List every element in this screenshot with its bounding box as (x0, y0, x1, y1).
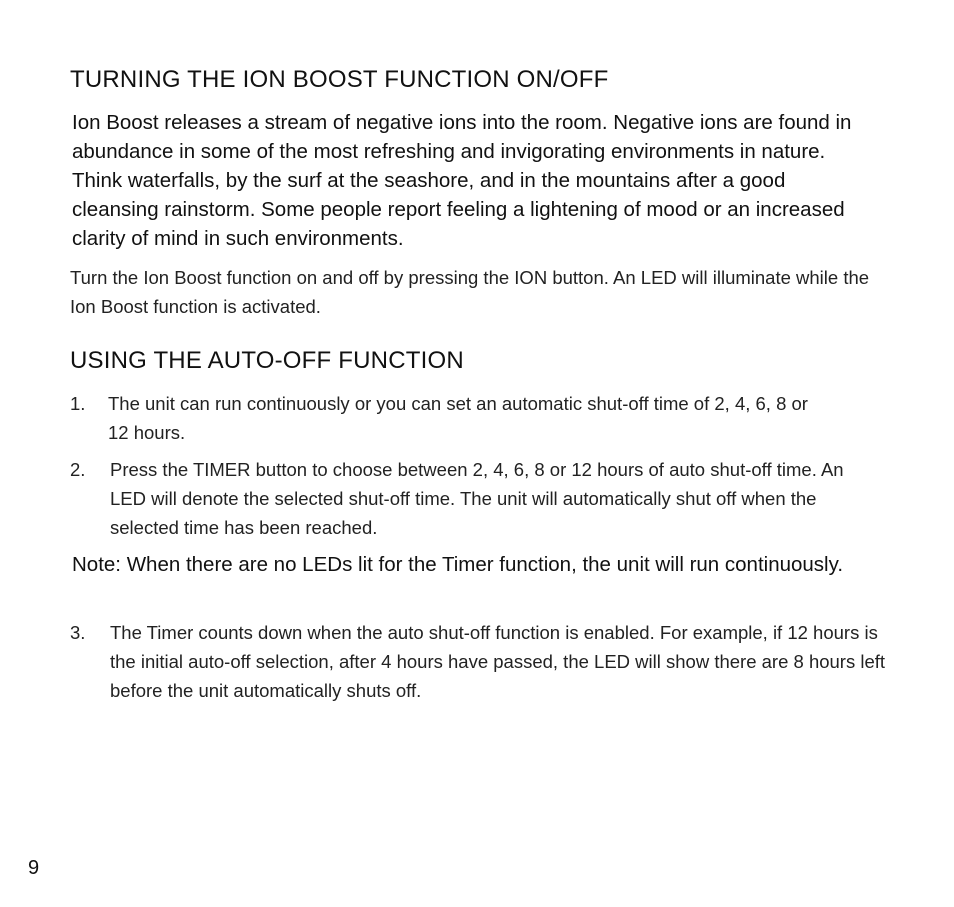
ion-boost-instructions-paragraph: Turn the Ion Boost function on and off by pressing the ION button. An LED will illuminate while the Ion Boost function is activated. (70, 267, 870, 317)
auto-off-list-item-2 (70, 455, 860, 542)
section-heading-ion-boost: TURNING THE ION BOOST FUNCTION ON/OFF (70, 66, 609, 93)
section-heading-auto-off: USING THE AUTO-OFF FUNCTION (70, 347, 464, 374)
list-item-text: The unit can run continuously or you can set an automatic shut-off time of 2, 4, 6, 8 or 12 hours. (108, 393, 808, 443)
page-number: 9 (28, 857, 40, 879)
list-item-number: 1. (70, 393, 86, 414)
auto-off-note: Note: When there are no LEDs lit for the Timer function, the unit will run continuously. (72, 553, 844, 576)
list-item-text: Press the TIMER button to choose between 2, 4, 6, 8 or 12 hours of auto shut-off time. An LED will denote the selected shut-off time. The unit will automatically shut off when the selected time has been reached. (110, 459, 844, 538)
auto-off-list-item-3 (70, 618, 890, 705)
list-item-number: 2. (70, 459, 86, 480)
ion-boost-intro-paragraph: Ion Boost releases a stream of negative ions into the room. Negative ions are found in abundance in some of the most refreshing and invigorating environments in nature. Think waterfalls, by the surf at the seashore, and in the mountains after a good cleansing rainstorm. Some people report feeling a lightening of mood or an increased clarity of mind in such environments. (72, 111, 852, 250)
list-item-number: 3. (70, 622, 86, 643)
auto-off-list-item-1 (70, 389, 830, 447)
list-item-text: The Timer counts down when the auto shut-off function is enabled. For example, if 12 hours is the initial auto-off selection, after 4 hours have passed, the LED will show there are 8 hours left before the unit automatically shuts off. (110, 622, 886, 701)
